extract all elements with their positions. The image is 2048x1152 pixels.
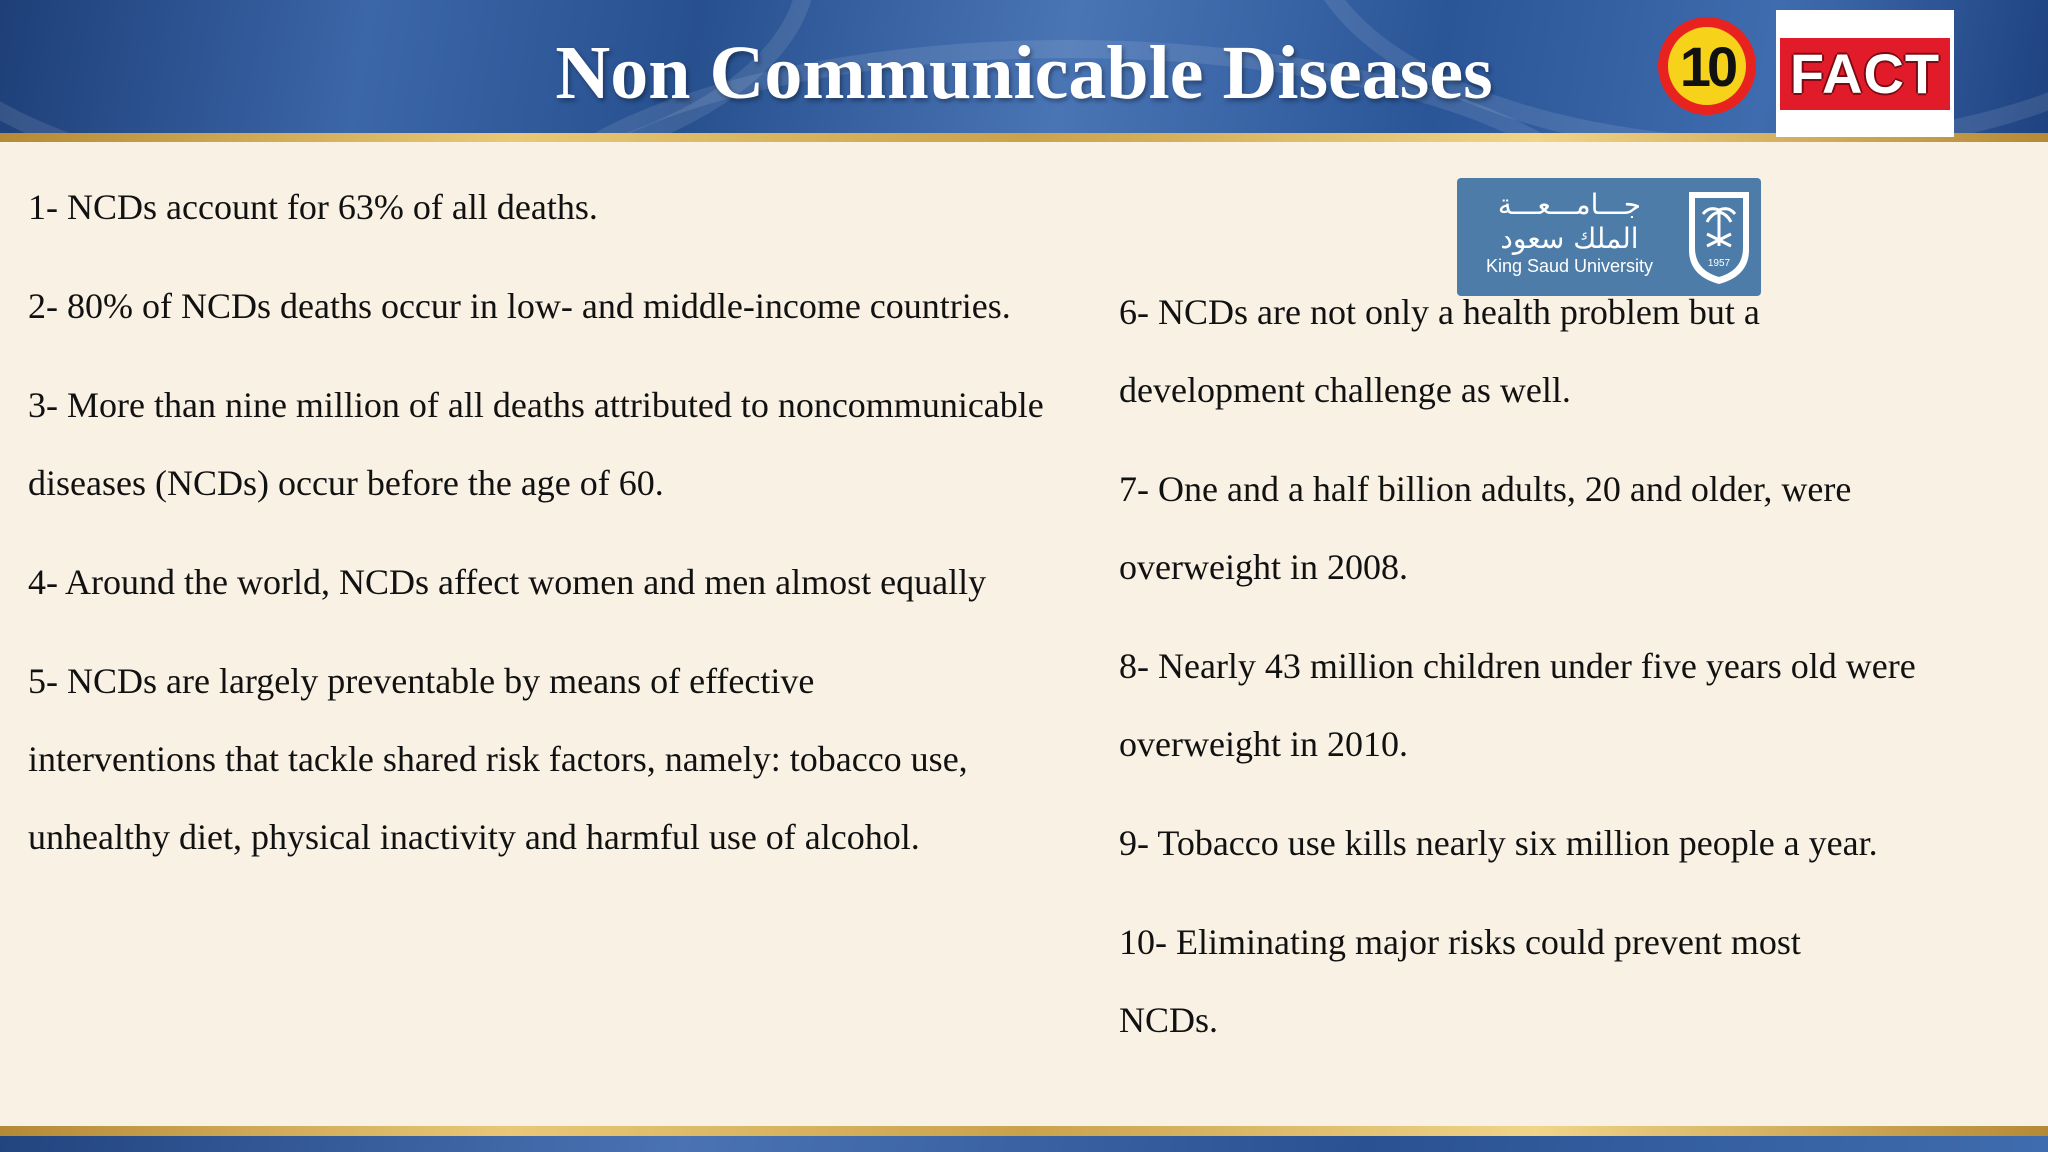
- fact-item: 7- One and a half billion adults, 20 and older, were overweight in 2008.: [1119, 469, 1852, 587]
- fact-item: 6- NCDs are not only a health problem but a development challenge as well.: [1119, 292, 1760, 410]
- number-ten-badge: [1658, 17, 1756, 115]
- fact-item: 10- Eliminating major risks could prevent most NCDs.: [1119, 922, 1801, 1040]
- fact-item: 8- Nearly 43 million children under five years old were overweight in 2010.: [1119, 646, 1916, 764]
- footer-gold-rule: [0, 1126, 2048, 1136]
- logo-arabic-text: [1457, 188, 1682, 256]
- facts-left-column: [28, 168, 1088, 897]
- slide-title: Non Communicable Diseases: [555, 31, 1493, 115]
- palm-shield-icon: [1685, 188, 1753, 286]
- logo-arabic-line1: جـــامـــعـــة: [1497, 188, 1642, 221]
- logo-latin-text: King Saud University: [1485, 256, 1654, 276]
- fact-item: 5- NCDs are largely preventable by means of effective interventions that tackle shared risk factors, namely: tobacco use, unhealthy diet, physical inactivity and harmful use of alcohol.: [28, 661, 968, 857]
- badge-number: 10: [1668, 27, 1746, 105]
- logo-year: 1957: [1707, 258, 1731, 269]
- fact-item: 4- Around the world, NCDs affect women and men almost equally: [28, 562, 987, 602]
- fact-stamp: [1776, 10, 1954, 137]
- fact-item: 1- NCDs account for 63% of all deaths.: [28, 187, 598, 227]
- fact-item: 9- Tobacco use kills nearly six million people a year.: [1119, 823, 1878, 863]
- fact-item: 3- More than nine million of all deaths attributed to noncommunicable diseases (NCDs) occur before the age of 60.: [28, 385, 1044, 503]
- header-gold-rule: [0, 133, 2048, 142]
- fact-label: FACT: [1780, 38, 1950, 110]
- facts-right-column: [1119, 273, 2019, 1080]
- fact-item: 2- 80% of NCDs deaths occur in low- and middle-income countries.: [28, 286, 1011, 326]
- logo-arabic-line2: الملك سعود: [1500, 222, 1639, 255]
